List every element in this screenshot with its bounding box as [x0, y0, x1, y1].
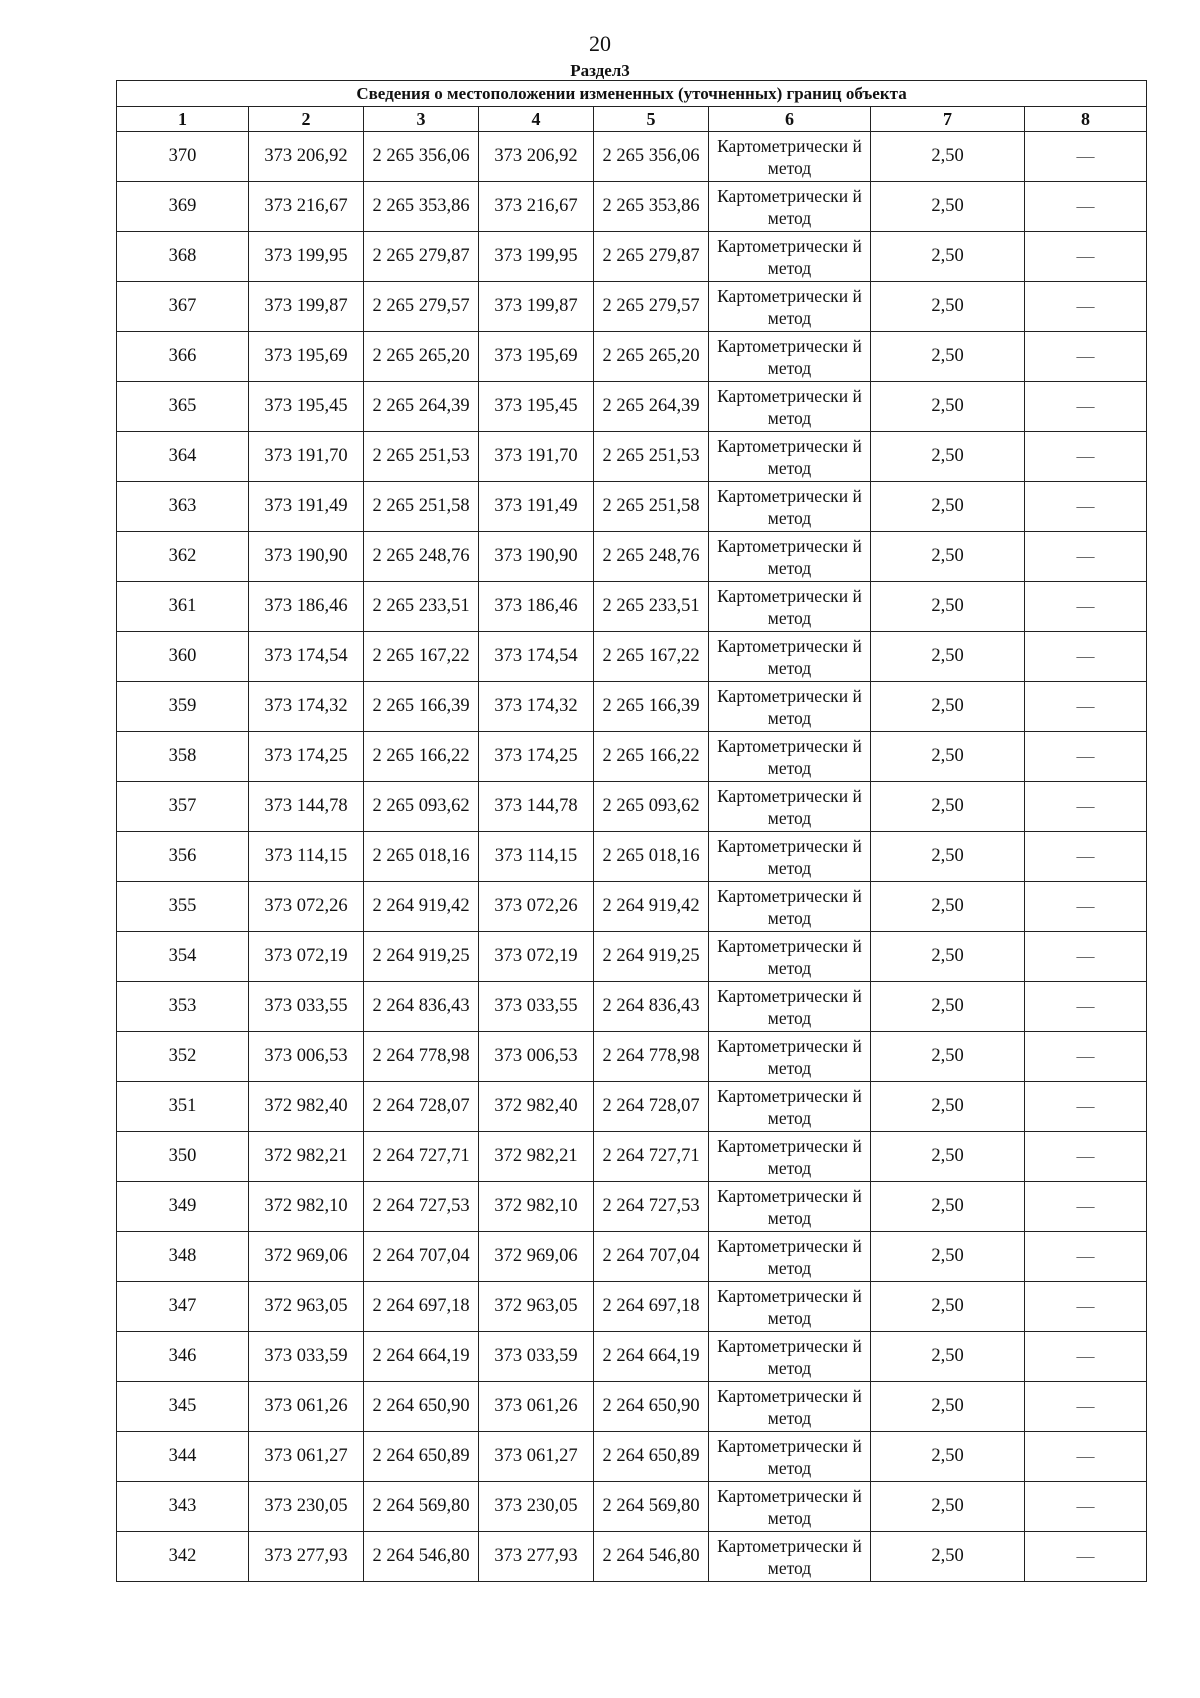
table-cell: 373 195,45 [249, 382, 364, 432]
table-caption: Сведения о местоположении измененных (уточненных) границ объекта [117, 81, 1147, 107]
table-cell: 342 [117, 1532, 249, 1582]
table-cell: 362 [117, 532, 249, 582]
table-cell: 2 265 166,22 [594, 732, 709, 782]
table-cell: 349 [117, 1182, 249, 1232]
table-cell: 2 264 546,80 [364, 1532, 479, 1582]
column-number-row [117, 107, 1147, 132]
table-cell: 373 144,78 [249, 782, 364, 832]
table-cell: 2 265 248,76 [364, 532, 479, 582]
table-cell: 350 [117, 1132, 249, 1182]
table-cell: 373 191,70 [479, 432, 594, 482]
table-cell: 2 265 166,39 [364, 682, 479, 732]
table-row [117, 1082, 1147, 1132]
table-cell: 2,50 [871, 182, 1025, 232]
table-cell: — [1025, 632, 1147, 682]
table-row [117, 832, 1147, 882]
table-cell: 2 265 279,87 [594, 232, 709, 282]
table-cell: Картометрически й метод [709, 1132, 871, 1182]
table-cell: — [1025, 482, 1147, 532]
table-row [117, 432, 1147, 482]
table-cell: 2 265 018,16 [594, 832, 709, 882]
table-row [117, 782, 1147, 832]
table-cell: 373 191,70 [249, 432, 364, 482]
coordinates-table [116, 80, 1147, 1582]
table-row [117, 632, 1147, 682]
table-row [117, 532, 1147, 582]
table-cell: 2,50 [871, 482, 1025, 532]
table-cell: 2 264 650,89 [594, 1432, 709, 1482]
table-cell: Картометрически й метод [709, 282, 871, 332]
table-row [117, 182, 1147, 232]
table-cell: 2 265 251,53 [594, 432, 709, 482]
table-cell: 348 [117, 1232, 249, 1282]
table-cell: 373 206,92 [249, 132, 364, 182]
table-cell: 373 072,26 [249, 882, 364, 932]
table-cell: 2,50 [871, 732, 1025, 782]
table-cell: 2,50 [871, 432, 1025, 482]
table-row [117, 1132, 1147, 1182]
column-header: 2 [249, 107, 364, 132]
table-cell: — [1025, 782, 1147, 832]
table-row [117, 582, 1147, 632]
column-header: 5 [594, 107, 709, 132]
table-cell: 353 [117, 982, 249, 1032]
table-cell: 2 265 264,39 [594, 382, 709, 432]
table-cell: 2 265 167,22 [594, 632, 709, 682]
column-header: 6 [709, 107, 871, 132]
table-cell: 373 144,78 [479, 782, 594, 832]
table-cell: 373 174,54 [479, 632, 594, 682]
table-cell: 2 264 650,90 [364, 1382, 479, 1432]
table-cell: 373 195,69 [249, 332, 364, 382]
table-cell: 373 206,92 [479, 132, 594, 182]
table-cell: Картометрически й метод [709, 132, 871, 182]
page-number: 20 [589, 31, 611, 56]
table-cell: 2,50 [871, 932, 1025, 982]
table-cell: 368 [117, 232, 249, 282]
table-cell: 358 [117, 732, 249, 782]
table-cell: — [1025, 532, 1147, 582]
table-cell: 2 264 728,07 [364, 1082, 479, 1132]
table-cell: 2 265 356,06 [594, 132, 709, 182]
table-cell: Картометрически й метод [709, 1532, 871, 1582]
table-cell: 2 264 569,80 [364, 1482, 479, 1532]
table-cell: Картометрически й метод [709, 1032, 871, 1082]
table-cell: 373 174,32 [249, 682, 364, 732]
table-cell: 373 006,53 [249, 1032, 364, 1082]
table-cell: 372 963,05 [479, 1282, 594, 1332]
table-cell: 373 199,95 [479, 232, 594, 282]
table-cell: 2,50 [871, 1532, 1025, 1582]
table-row [117, 1432, 1147, 1482]
table-row [117, 982, 1147, 1032]
table-cell: — [1025, 1432, 1147, 1482]
table-row [117, 1182, 1147, 1232]
table-cell: Картометрически й метод [709, 1232, 871, 1282]
table-cell: 2 264 707,04 [594, 1232, 709, 1282]
table-cell: 2 265 251,58 [594, 482, 709, 532]
table-row [117, 1482, 1147, 1532]
table-row [117, 1382, 1147, 1432]
table-cell: 373 072,19 [249, 932, 364, 982]
table-cell: — [1025, 1082, 1147, 1132]
table-cell: 373 061,27 [479, 1432, 594, 1482]
table-cell: 2,50 [871, 532, 1025, 582]
table-row [117, 332, 1147, 382]
table-cell: 373 006,53 [479, 1032, 594, 1082]
table-cell: 2 265 093,62 [594, 782, 709, 832]
table-row [117, 1332, 1147, 1382]
table-cell: 2,50 [871, 332, 1025, 382]
table-cell: 2,50 [871, 1232, 1025, 1282]
table-cell: Картометрически й метод [709, 832, 871, 882]
table-cell: 373 033,55 [479, 982, 594, 1032]
table-cell: 372 963,05 [249, 1282, 364, 1332]
table-cell: — [1025, 182, 1147, 232]
section-title: Раздел3 [570, 61, 630, 80]
table-cell: 2 265 353,86 [594, 182, 709, 232]
table-cell: — [1025, 882, 1147, 932]
table-cell: 2,50 [871, 1132, 1025, 1182]
table-cell: 2 264 569,80 [594, 1482, 709, 1532]
table-cell: 360 [117, 632, 249, 682]
table-cell: 373 186,46 [249, 582, 364, 632]
table-cell: Картометрически й метод [709, 1482, 871, 1532]
table-cell: 2 265 233,51 [364, 582, 479, 632]
table-cell: 2 264 650,89 [364, 1432, 479, 1482]
table-cell: 2 265 353,86 [364, 182, 479, 232]
table-cell: — [1025, 732, 1147, 782]
table-cell: 347 [117, 1282, 249, 1332]
table-cell: 373 195,45 [479, 382, 594, 432]
column-header: 8 [1025, 107, 1147, 132]
table-cell: 2 265 093,62 [364, 782, 479, 832]
table-cell: Картометрически й метод [709, 1282, 871, 1332]
table-cell: 351 [117, 1082, 249, 1132]
table-cell: 2 264 919,25 [364, 932, 479, 982]
table-cell: 373 033,59 [479, 1332, 594, 1382]
table-cell: 372 982,40 [249, 1082, 364, 1132]
table-cell: 373 186,46 [479, 582, 594, 632]
table-cell: Картометрически й метод [709, 1332, 871, 1382]
table-row [117, 282, 1147, 332]
table-cell: 2 265 248,76 [594, 532, 709, 582]
table-cell: 373 061,26 [249, 1382, 364, 1432]
table-cell: 2 264 664,19 [594, 1332, 709, 1382]
table-cell: 2 264 727,71 [364, 1132, 479, 1182]
table-cell: 357 [117, 782, 249, 832]
table-cell: 373 061,26 [479, 1382, 594, 1432]
table-cell: 2 265 279,87 [364, 232, 479, 282]
table-row [117, 932, 1147, 982]
table-cell: 2 264 836,43 [594, 982, 709, 1032]
table-cell: Картометрически й метод [709, 1432, 871, 1482]
table-cell: 2 264 919,25 [594, 932, 709, 982]
table-cell: 373 033,55 [249, 982, 364, 1032]
table-cell: 2,50 [871, 1032, 1025, 1082]
table-cell: 2,50 [871, 282, 1025, 332]
table-cell: Картометрически й метод [709, 732, 871, 782]
table-cell: Картометрически й метод [709, 482, 871, 532]
table-cell: 2,50 [871, 782, 1025, 832]
table-cell: Картометрически й метод [709, 182, 871, 232]
table-cell: Картометрически й метод [709, 1082, 871, 1132]
table-cell: 372 969,06 [249, 1232, 364, 1282]
table-cell: Картометрически й метод [709, 932, 871, 982]
table-cell: — [1025, 132, 1147, 182]
table-cell: 2 265 264,39 [364, 382, 479, 432]
table-cell: 343 [117, 1482, 249, 1532]
table-cell: 2,50 [871, 832, 1025, 882]
table-cell: 2 265 018,16 [364, 832, 479, 882]
table-cell: 366 [117, 332, 249, 382]
table-cell: 2 265 265,20 [364, 332, 479, 382]
table-row [117, 1532, 1147, 1582]
table-cell: 2 265 356,06 [364, 132, 479, 182]
table-cell: 2 264 546,80 [594, 1532, 709, 1582]
table-cell: 2,50 [871, 982, 1025, 1032]
table-cell: 2,50 [871, 232, 1025, 282]
table-cell: 372 982,21 [479, 1132, 594, 1182]
table-cell: — [1025, 1382, 1147, 1432]
table-cell: 373 199,87 [479, 282, 594, 332]
table-caption-row [117, 81, 1147, 107]
table-cell: — [1025, 1332, 1147, 1382]
table-row [117, 232, 1147, 282]
table-cell: Картометрически й метод [709, 982, 871, 1032]
table-cell: 372 982,10 [479, 1182, 594, 1232]
table-cell: Картометрически й метод [709, 682, 871, 732]
table-cell: 373 191,49 [479, 482, 594, 532]
table-cell: 364 [117, 432, 249, 482]
table-cell: 363 [117, 482, 249, 532]
table-cell: 372 969,06 [479, 1232, 594, 1282]
table-cell: Картометрически й метод [709, 882, 871, 932]
table-cell: 373 195,69 [479, 332, 594, 382]
table-cell: 2 265 279,57 [594, 282, 709, 332]
table-cell: 355 [117, 882, 249, 932]
table-cell: — [1025, 332, 1147, 382]
table-cell: — [1025, 982, 1147, 1032]
table-cell: 2 264 727,71 [594, 1132, 709, 1182]
table-row [117, 132, 1147, 182]
table-cell: 373 230,05 [479, 1482, 594, 1532]
table-cell: Картометрически й метод [709, 632, 871, 682]
table-row [117, 382, 1147, 432]
table-cell: 2,50 [871, 1282, 1025, 1332]
table-cell: 2 264 778,98 [594, 1032, 709, 1082]
table-cell: 2 264 919,42 [594, 882, 709, 932]
table-cell: 352 [117, 1032, 249, 1082]
table-cell: — [1025, 1482, 1147, 1532]
table-cell: Картометрически й метод [709, 1382, 871, 1432]
table-cell: — [1025, 232, 1147, 282]
table-row [117, 732, 1147, 782]
column-header: 3 [364, 107, 479, 132]
table-cell: 2 265 251,53 [364, 432, 479, 482]
table-cell: 372 982,21 [249, 1132, 364, 1182]
table-cell: 2 264 707,04 [364, 1232, 479, 1282]
table-cell: 373 061,27 [249, 1432, 364, 1482]
table-cell: 373 199,87 [249, 282, 364, 332]
table-cell: — [1025, 432, 1147, 482]
table-cell: — [1025, 1032, 1147, 1082]
table-cell: 2 264 728,07 [594, 1082, 709, 1132]
table-cell: 373 277,93 [479, 1532, 594, 1582]
table-cell: 2 265 265,20 [594, 332, 709, 382]
table-cell: 2 265 251,58 [364, 482, 479, 532]
table-cell: 365 [117, 382, 249, 432]
table-cell: 373 174,25 [479, 732, 594, 782]
table-cell: 372 982,10 [249, 1182, 364, 1232]
table-cell: — [1025, 1132, 1147, 1182]
table-cell: 2 264 697,18 [364, 1282, 479, 1332]
table-cell: 369 [117, 182, 249, 232]
table-cell: 2,50 [871, 882, 1025, 932]
table-cell: — [1025, 282, 1147, 332]
table-cell: 373 216,67 [249, 182, 364, 232]
column-header: 4 [479, 107, 594, 132]
table-cell: 373 277,93 [249, 1532, 364, 1582]
table-cell: 345 [117, 1382, 249, 1432]
table-cell: Картометрически й метод [709, 532, 871, 582]
table-cell: 373 216,67 [479, 182, 594, 232]
table-cell: 2 265 166,22 [364, 732, 479, 782]
table-row [117, 482, 1147, 532]
table-cell: Картометрически й метод [709, 782, 871, 832]
column-header: 7 [871, 107, 1025, 132]
table-cell: 373 191,49 [249, 482, 364, 532]
table-cell: 367 [117, 282, 249, 332]
table-cell: 373 114,15 [249, 832, 364, 882]
table-cell: — [1025, 582, 1147, 632]
table-cell: 344 [117, 1432, 249, 1482]
table-cell: 373 033,59 [249, 1332, 364, 1382]
table-cell: Картометрически й метод [709, 432, 871, 482]
table-cell: 373 072,26 [479, 882, 594, 932]
table-cell: 373 190,90 [249, 532, 364, 582]
table-cell: 373 114,15 [479, 832, 594, 882]
table-cell: 2 264 836,43 [364, 982, 479, 1032]
table-cell: 354 [117, 932, 249, 982]
table-cell: 2 264 650,90 [594, 1382, 709, 1432]
table-cell: 2,50 [871, 632, 1025, 682]
table-row [117, 1232, 1147, 1282]
table-cell: 2 265 279,57 [364, 282, 479, 332]
table-cell: — [1025, 682, 1147, 732]
table-cell: — [1025, 382, 1147, 432]
table-row [117, 682, 1147, 732]
table-cell: 2 265 167,22 [364, 632, 479, 682]
table-cell: 346 [117, 1332, 249, 1382]
table-cell: 2,50 [871, 382, 1025, 432]
table-cell: 2 265 166,39 [594, 682, 709, 732]
table-cell: 2,50 [871, 1482, 1025, 1532]
table-cell: 2,50 [871, 1332, 1025, 1382]
table-cell: 373 230,05 [249, 1482, 364, 1532]
table-cell: Картометрически й метод [709, 582, 871, 632]
table-cell: 2 265 233,51 [594, 582, 709, 632]
table-cell: 2,50 [871, 1082, 1025, 1132]
table-cell: 2 264 727,53 [594, 1182, 709, 1232]
table-cell: 373 174,25 [249, 732, 364, 782]
table-cell: 361 [117, 582, 249, 632]
table-cell: 2,50 [871, 1182, 1025, 1232]
table-cell: 2,50 [871, 1432, 1025, 1482]
table-cell: — [1025, 1232, 1147, 1282]
table-row [117, 1032, 1147, 1082]
table-row [117, 1282, 1147, 1332]
table-body [117, 132, 1147, 1582]
table-cell: 370 [117, 132, 249, 182]
table-cell: Картометрически й метод [709, 332, 871, 382]
table-cell: — [1025, 1182, 1147, 1232]
table-cell: 2 264 727,53 [364, 1182, 479, 1232]
table-cell: 373 199,95 [249, 232, 364, 282]
table-cell: — [1025, 832, 1147, 882]
table-cell: 2,50 [871, 1382, 1025, 1432]
table-cell: Картометрически й метод [709, 382, 871, 432]
table-cell: — [1025, 932, 1147, 982]
table-cell: 373 174,54 [249, 632, 364, 682]
table-cell: 2,50 [871, 132, 1025, 182]
table-cell: 2 264 697,18 [594, 1282, 709, 1332]
table-cell: 373 190,90 [479, 532, 594, 582]
table-cell: 2,50 [871, 682, 1025, 732]
table-cell: 373 174,32 [479, 682, 594, 732]
table-cell: 2 264 778,98 [364, 1032, 479, 1082]
table-cell: 373 072,19 [479, 932, 594, 982]
table-row [117, 882, 1147, 932]
table-cell: 2,50 [871, 582, 1025, 632]
table-cell: Картометрически й метод [709, 232, 871, 282]
table-cell: 356 [117, 832, 249, 882]
table-cell: 359 [117, 682, 249, 732]
column-header: 1 [117, 107, 249, 132]
table-cell: 2 264 664,19 [364, 1332, 479, 1382]
table-cell: Картометрически й метод [709, 1182, 871, 1232]
table-cell: 2 264 919,42 [364, 882, 479, 932]
table-cell: 372 982,40 [479, 1082, 594, 1132]
table-cell: — [1025, 1532, 1147, 1582]
table-cell: — [1025, 1282, 1147, 1332]
